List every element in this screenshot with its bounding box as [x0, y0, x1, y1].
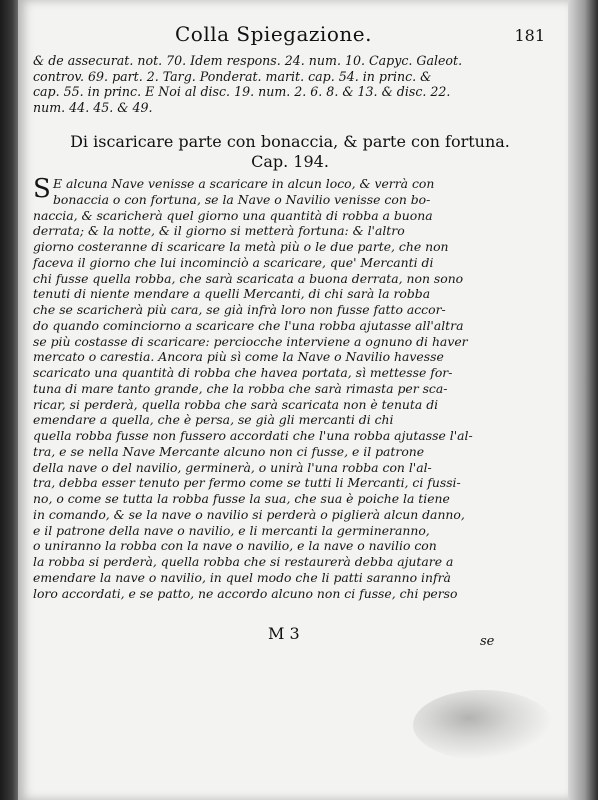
page-header	[35, 22, 545, 50]
text-line: tra, e se nella Nave Mercante alcuno non ci fusse, e il patrone	[33, 443, 425, 459]
note-line: cap. 55. in princ. E Noi al disc. 19. num. 2. 6. 8. & 13. & disc. 22.	[33, 84, 451, 100]
signature-mark: M 3	[268, 624, 300, 643]
chapter-number: Cap. 194.	[251, 152, 329, 171]
note-line: controv. 69. part. 2. Targ. Ponderat. marit. cap. 54. in princ. &	[33, 68, 432, 84]
ink-smudge	[413, 690, 553, 760]
page-number: 181	[514, 26, 545, 45]
text-line: ricar, si perderà, quella robba che sarà scaricata non è tenuta di	[33, 396, 439, 412]
text-line: emendare la nave o navilio, in quel modo che li patti saranno infrà	[33, 569, 451, 585]
text-line: do quando cominciorno a scaricare che l'una robba ajutasse all'altra	[33, 317, 464, 333]
text-line: tenuti di niente mendare a quelli Mercanti, di chi sarà la robba	[33, 286, 431, 302]
text-line: bonaccia o con fortuna, se la Nave o Navilio venisse con bo-	[53, 191, 431, 207]
section-heading	[30, 132, 550, 172]
note-line: & de assecurat. not. 70. Idem respons. 24. num. 10. Capyc. Galeot.	[33, 53, 463, 68]
note-line: num. 44. 45. & 49.	[33, 99, 153, 115]
text-line: mercato o carestia. Ancora più sì come la Nave o Navilio havesse	[33, 349, 444, 365]
text-line: scaricato una quantità di robba che havea portata, sì mettesse for-	[33, 365, 453, 380]
text-line: E alcuna Nave venisse a scaricare in alcun loco, & verrà con	[53, 176, 435, 191]
drop-cap: S	[33, 174, 51, 204]
text-line: e il patrone della nave o navilio, e li mercanti la germineranno,	[33, 522, 430, 538]
text-line: chi fusse quella robba, che sarà scaricata a buona derrata, non sono	[33, 270, 464, 286]
text-line: in comando, & se la nave o navilio si perderà o piglierà alcun danno,	[33, 506, 465, 522]
body-text	[33, 176, 553, 601]
text-line: no, o come se tutta la robba fusse la sua, che sua è poiche la tiene	[33, 491, 450, 506]
binding-edge-right	[568, 0, 598, 800]
text-line: la robba si perderà, quella robba che si restaurerà debba ajutare a	[33, 554, 454, 569]
catchword: se	[480, 634, 495, 649]
text-line: che se scaricherà più cara, se già infrà loro non fusse fatto accor-	[33, 302, 446, 317]
text-line: emendare a quella, che è persa, se già gli mercanti di chi	[33, 412, 394, 428]
text-line: se più costasse di scaricare: perciocche interviene a ognuno di haver	[33, 333, 468, 349]
text-line: tra, debba esser tenuto per fermo come se tutti li Mercanti, ci fussi-	[33, 475, 461, 491]
text-line: faceva il giorno che lui incominciò a scaricare, que' Mercanti di	[33, 254, 434, 270]
section-title: Di iscaricare parte con bonaccia, & parte con fortuna.	[70, 132, 510, 151]
text-line: della nave o del navilio, germinerà, o unirà l'una robba con l'al-	[33, 459, 432, 475]
text-line: giorno costeranne di scaricare la metà più o le due parte, che non	[33, 239, 449, 254]
text-line: tuna di mare tanto grande, che la robba che sarà rimasta per sca-	[33, 380, 448, 396]
text-line: derrata; & la notte, & il giorno si metterà fortuna: & l'altro	[33, 223, 405, 239]
text-line: naccia, & scaricherà quel giorno una quantità di robba a buona	[33, 207, 433, 223]
text-line: o uniranno la robba con la nave o navilio, e la nave o navilio con	[33, 538, 437, 554]
running-title: Colla Spiegazione.	[175, 22, 372, 46]
text-line: quella robba fusse non fussero accordati che l'una robba ajutasse l'al-	[33, 428, 473, 443]
citation-note	[33, 53, 549, 115]
text-line: loro accordati, e se patto, ne accordo alcuno non ci fusse, chi perso	[33, 585, 458, 601]
